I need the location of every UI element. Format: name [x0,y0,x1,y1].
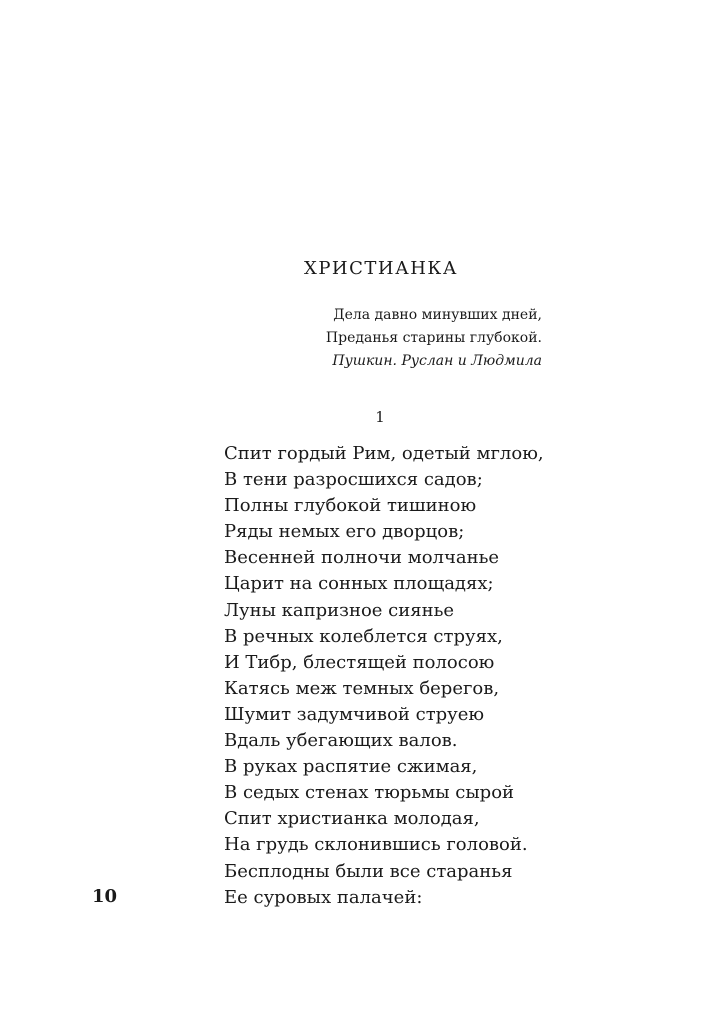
epigraph-line: Преданья старины глубокой. [325,330,542,346]
section-number: 1 [375,408,385,426]
poem-line: Бесплодны были все старанья [224,860,513,882]
poem-line: Спит гордый Рим, одетый мглою, [224,443,544,464]
poem-line: На грудь склонившись головой. [224,834,528,856]
poem-line: Луны капризное сиянье [224,599,455,621]
poem-line: И Тибр, блестящей полосою [224,651,495,673]
poem-line: Шумит задумчивой струею [224,703,485,725]
poem-line: Спит христианка молодая, [224,808,480,830]
poem-line: В седых стенах тюрьмы сырой [224,782,515,804]
poem-line: В руках распятие сжимая, [224,756,478,778]
poem-line: Царит на сонных площадях; [224,573,494,595]
poem-stanza [224,441,544,911]
poem-line: В тени разросшихся садов; [224,469,483,491]
poem-line: Катясь меж темных берегов, [224,677,500,699]
poem-line: Ряды немых его дворцов; [224,521,465,543]
page-number: 10 [92,886,118,907]
poem-line: Полны глубокой тишиною [224,495,477,517]
epigraph-source: Пушкин. Руслан и Людмила [332,353,542,369]
epigraph-line: Дела давно минувших дней, [333,307,542,323]
poem-title: ХРИСТИАНКА [304,258,458,279]
poem-line: Ее суровых палачей: [224,886,423,908]
poem-line: Весенней полночи молчанье [224,547,500,569]
epigraph [280,304,542,373]
poem-line: Вдаль убегающих валов. [224,730,458,752]
poem-line: В речных колеблется струях, [224,625,503,647]
